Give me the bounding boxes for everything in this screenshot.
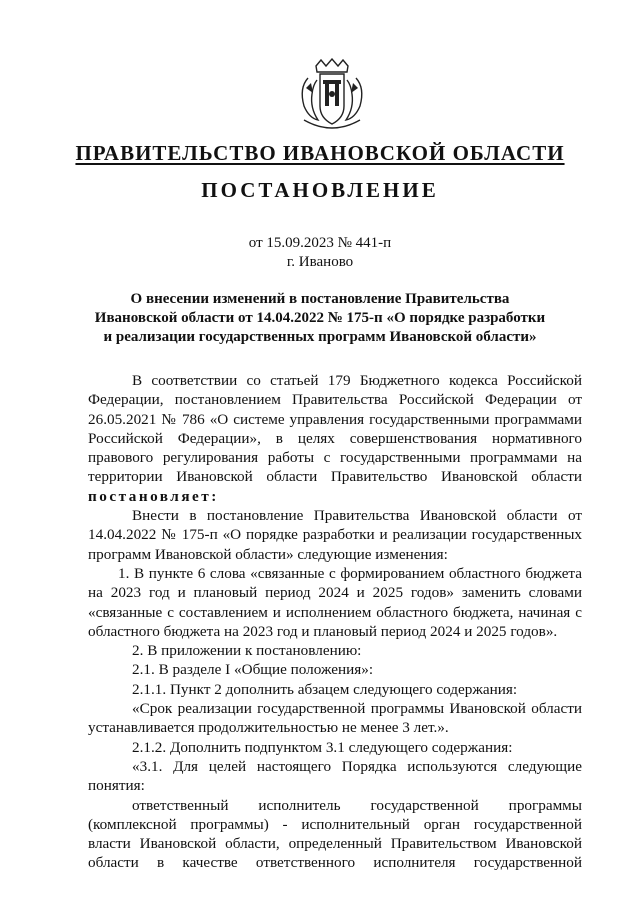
paragraph-preamble [88, 371, 582, 506]
paragraph-item-2-1-1: 2.1.1. Пункт 2 дополнить абзацем следующего содержания: [132, 680, 518, 698]
definition-line: ответственный исполнитель государственной программы [132, 796, 582, 814]
definition-line: (комплексной программы) - исполнительный орган государственной [88, 815, 582, 833]
paragraph-quote-3-1: «3.1. Для целей настоящего Порядка используются следующие понятия: [88, 757, 582, 795]
preamble-text: В соответствии со статьей 179 Бюджетного кодекса Российской Федерации, постановлением Правительства Российской Федерации от 26.05.2021 № 786 «О системе управления государственными программами Российской Федерации», в целях совершенствования нормативного правового регулирования работы с государственными программами на территории Ивановской области Правительство Ивановской области [88, 372, 582, 486]
definition-line: власти Ивановской области, определенный Правительством Ивановской [88, 835, 582, 853]
paragraph-item-2: 2. В приложении к постановлению: [132, 642, 362, 660]
city: г. Иваново [286, 254, 354, 270]
paragraph-item-2-1-2: 2.1.2. Дополнить подпунктом 3.1 следующего содержания: [132, 738, 513, 756]
paragraph-item-2-1: 2.1. В разделе I «Общие положения»: [132, 661, 374, 679]
title-line: О внесении изменений в постановление Правительства [130, 291, 510, 307]
document-meta [0, 234, 640, 272]
resolves-word: постановляет: [88, 487, 219, 505]
document-type: ПОСТАНОВЛЕНИЕ [201, 178, 439, 202]
paragraph-amend: Внести в постановление Правительства Ивановской области от 14.04.2022 № 175-п «О порядке разработки и реализации государственных программ Ивановской области» следующие изменения: [88, 507, 582, 563]
date-number: от 15.09.2023 № 441-п [248, 235, 392, 251]
definition-line: области в качестве ответственного исполнителя государственной [88, 854, 582, 872]
title-line: и реализации государственных программ Ивановской области» [103, 329, 537, 345]
paragraph-quote-term: «Срок реализации государственной программы Ивановской области устанавливается продолжительностью не менее 3 лет.». [88, 700, 582, 737]
paragraph-item-1: 1. В пункте 6 слова «связанные с формированием областного бюджета на 2023 год и плановый период 2024 и 2025 годов» заменить словами «связанные с составлением и исполнением областного бюджета, начиная с областного бюджета на 2023 год и плановый период 2024 и 2025 годов». [88, 564, 582, 640]
organization-name: ПРАВИТЕЛЬСТВО ИВАНОВСКОЙ ОБЛАСТИ [75, 141, 565, 165]
ivanovo-coat-of-arms-icon [296, 58, 368, 132]
title-line: Ивановской области от 14.04.2022 № 175-п «О порядке разработки [94, 310, 546, 326]
document-title [80, 290, 560, 347]
paragraph-definition [88, 796, 582, 873]
document-body [88, 371, 582, 873]
